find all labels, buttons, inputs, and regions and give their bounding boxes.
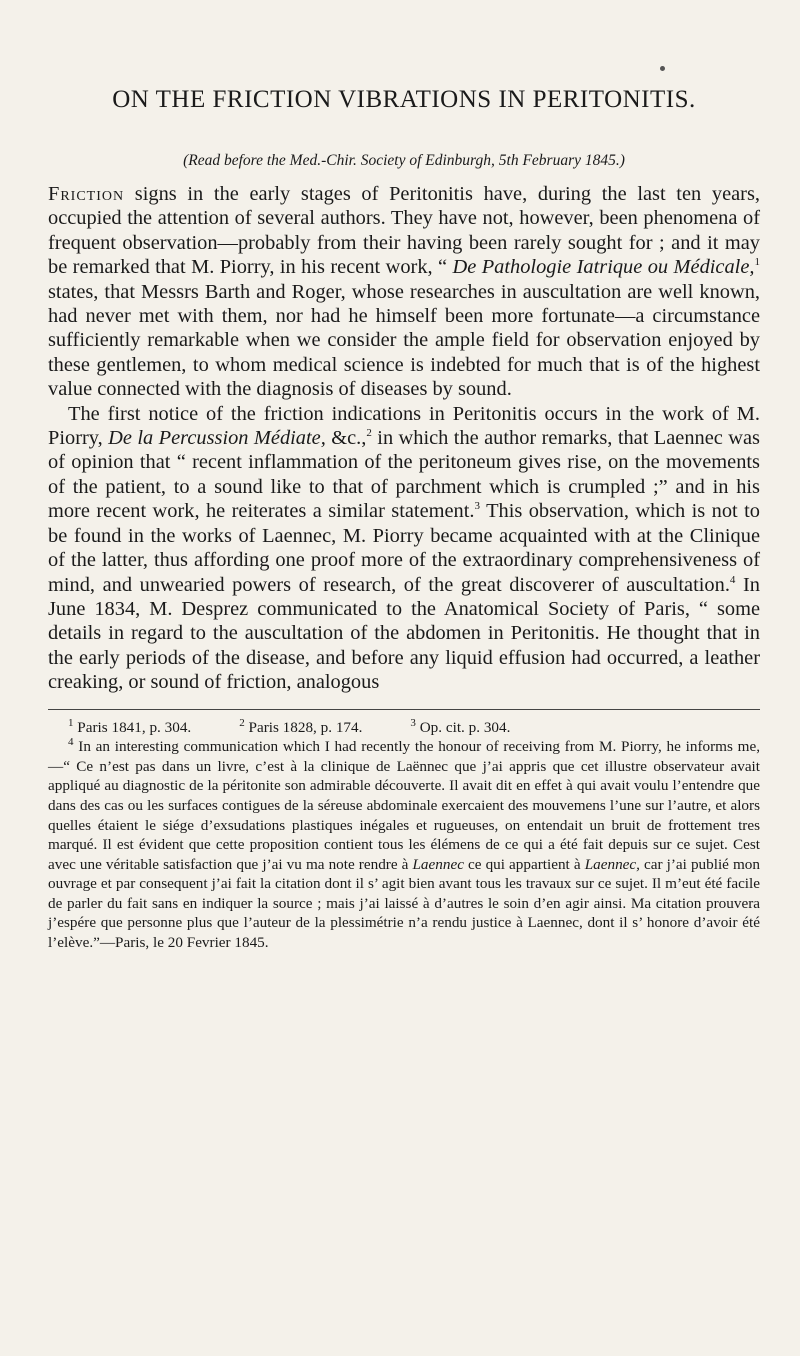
footnote-4-text-c: car j’ai publié mon ouvrage et par consequent j’ai fait la citation dont il s’ agit bien avant tous les travaux sur ce sujet. Il m’eut été facile de parler du fait sans en indiquer la source ; mais j’ai laissé à d’autres le soin d’en agir ainsi. Ma citation prouvera j’espére que personne plus que l’auteur de la plessimétrie n’a rendu justice à Laennec, dont il s’ honore d’avoir été l’elève.”—Paris, le 20 Fevrier 1845.: [48, 855, 760, 952]
p2-text-b: &c.,: [325, 427, 367, 450]
footnote-ref-3: 3: [474, 500, 481, 513]
paragraph-1: [48, 182, 760, 402]
footnote-3-text: Op. cit. p. 304.: [415, 718, 511, 736]
footnote-rule: [48, 709, 760, 710]
ink-speck: [660, 66, 665, 71]
footnote-4-text-a: In an interesting communication which I had recently the honour of receiving from M. Piorry, he informs me,—“ Ce n’est pas dans un livre, c’est à la clinique de Laënnec que j’ai appris que cet illustre observateur avait appliqué au diagnostic de la péritonite son admirable découverte. Il avait dit en effet à qui avait voulu l’entendre que dans des cas ou les surfaces contigues de la séreuse abdominale exercaient des mouvemens l’une sur l’autre, et alors quelles étaient le siége d’exsudations plastiques inégales et rugueuses, on entendait un bruit de frottement tres marqué. Il est évident que cette proposition contient tous les élémens de ce qui a été fait depuis sur ce sujet. Cest avec une véritable satisfaction que j’ai vu ma note rendre à: [48, 738, 760, 873]
footnote-mark-2: 2: [239, 716, 245, 729]
p2-text-d: This observation, which is not to be found in the works of Laennec, M. Piorry became acquainted with at the Clinique of the latter, thus affording one proof more of the extraordinary comprehensiveness of mind, and unwearied powers of research, of the great discoverer of auscultation.: [48, 500, 760, 596]
footnote-ref-4: 4: [729, 573, 736, 586]
footnote-4-italic-2: Laennec,: [584, 855, 640, 873]
footnote-mark-4: 4: [68, 736, 74, 749]
footnote-4: [48, 737, 760, 953]
footnote-4-italic-1: Laennec: [412, 855, 464, 873]
p1-text-b: states, that Messrs Barth and Roger, whose researches in auscultation are well known, had never met with them, nor had he himself been more fortunate—a circumstance sufficiently remarkable when we consider the ample field for observation enjoyed by these gentlemen, to whom medical science is indebted for much that is of the highest value connected with the diagnosis of diseases by sound.: [48, 280, 760, 401]
page: [48, 86, 760, 953]
footnote-ref-2: 2: [366, 427, 372, 440]
footnote-mark-3: 3: [410, 716, 416, 729]
footnote-1: [68, 718, 191, 738]
page-title: ON THE FRICTION VIBRATIONS IN PERITONITIS.: [112, 86, 696, 113]
p1-text-a: signs in the early stages of Peritonitis have, during the last ten years, occupied the attention of several authors. They have not, however, been phenomena of frequent observation—probably from their having been rarely sought for ; and it may be remarked that M. Piorry, in his recent work, “: [48, 183, 760, 279]
footnote-3: [410, 718, 510, 738]
footnote-ref-1: 1: [754, 256, 760, 269]
footnote-1-text: Paris 1841, p. 304.: [73, 718, 192, 736]
p1-italic: De Pathologie Iatrique ou Médicale,: [452, 256, 755, 279]
footnote-2: [239, 718, 362, 738]
read-note: (Read before the Med.-Chir. Society of Edinburgh, 5th February 1845.): [183, 152, 625, 169]
p2-text-e: In June 1834, M. Desprez communicated to the Anatomical Society of Paris, “ some details in regard to the auscultation of the abdomen in Peritonitis. He thought that in the early periods of the disease, and before any liquid effusion had occurred, a leather creaking, or sound of friction, analogous: [48, 573, 760, 694]
footnotes: [48, 718, 760, 953]
footnote-mark-1: 1: [68, 716, 74, 729]
lead-word: Friction: [48, 183, 125, 205]
footnote-row-1-3: [48, 718, 760, 738]
paragraph-2: [48, 402, 760, 695]
p2-italic: De la Percussion Médiate,: [108, 427, 326, 450]
footnote-4-text-b: ce qui appartient à: [463, 855, 585, 873]
p2-text-c: in which the author remarks, that Laennec was of opinion that “ recent inflammation of the peritoneum gives rise, on the movements of the patient, to a sound like to that of parchment which is crumpled ;” and in his more recent work, he reiterates a similar statement.: [48, 427, 760, 523]
body-text: [48, 182, 760, 695]
footnote-2-text: Paris 1828, p. 174.: [244, 718, 363, 736]
p2-text-a: The first notice of the friction indications in Peritonitis occurs in the work of M. Piorry,: [48, 402, 760, 450]
